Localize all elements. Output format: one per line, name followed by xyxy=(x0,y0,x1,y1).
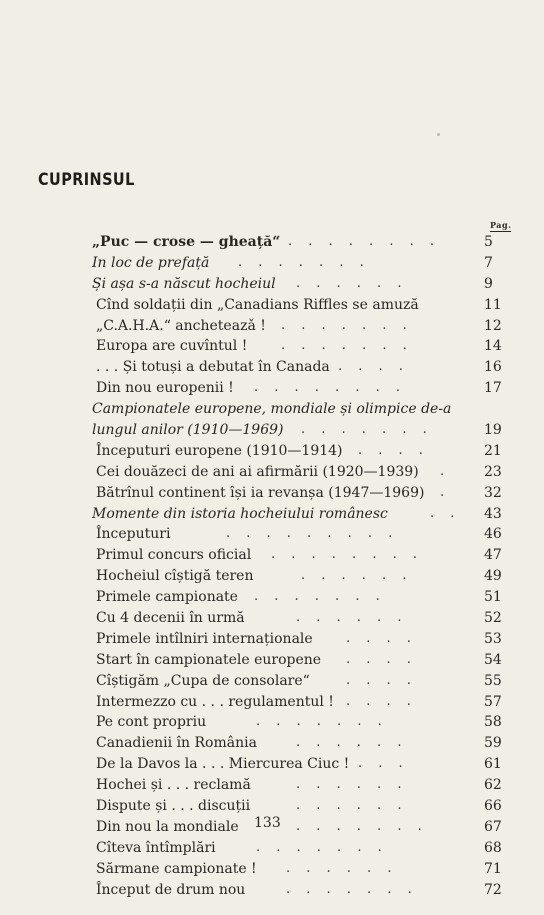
toc-leader-dots: . . . . xyxy=(346,630,417,646)
toc-leader-dots: . . . . . . . xyxy=(256,839,388,855)
toc-entry-title: „C.A.H.A.“ ancheteazǎ ! xyxy=(96,317,266,334)
toc-entry xyxy=(96,608,506,629)
toc-page-number: 62 xyxy=(484,777,502,794)
toc-leader-dots: . xyxy=(440,463,451,479)
toc-entry-title: De la Davos la . . . Miercurea Ciuc ! xyxy=(96,756,350,773)
toc-page-number: 57 xyxy=(484,693,502,710)
toc-entry xyxy=(96,336,506,357)
toc-leader-dots: . . . . xyxy=(346,651,417,667)
toc-page-number: 55 xyxy=(484,672,502,689)
toc-entry xyxy=(92,420,506,441)
toc-page-number: 58 xyxy=(484,714,502,731)
toc-leader-dots: . . . . . . . xyxy=(296,818,428,834)
toc-entry xyxy=(96,462,506,483)
toc-page-number: 59 xyxy=(484,735,502,752)
toc-entry-title: lungul anilor (1910—1969) xyxy=(92,422,284,439)
toc-entry xyxy=(96,880,506,901)
toc-page-number: 67 xyxy=(484,818,502,835)
toc-entry xyxy=(92,399,506,420)
toc-page-number: 9 xyxy=(484,275,493,292)
toc-entry-title: Și așa s-a născut hocheiul xyxy=(92,275,276,292)
toc-entry xyxy=(96,692,506,713)
toc-entry-title: Din nou la mondiale xyxy=(96,818,239,835)
page-title: CUPRINSUL xyxy=(38,170,135,190)
toc-page-number: 61 xyxy=(484,756,502,773)
toc-page-number: 51 xyxy=(484,589,502,606)
toc-entry xyxy=(96,587,506,608)
toc-page-number: 53 xyxy=(484,630,502,647)
toc-entry xyxy=(96,629,506,650)
toc-page-number: 43 xyxy=(484,505,502,522)
toc-entry-title: Start în campionatele europene xyxy=(96,651,322,668)
toc-page-number: 5 xyxy=(484,234,493,250)
toc-entry xyxy=(96,566,506,587)
toc-entry xyxy=(96,524,506,545)
page-column-label: Pag. xyxy=(490,220,512,230)
toc-entry xyxy=(96,817,506,838)
toc-page-number: 46 xyxy=(484,526,502,543)
toc-entry-title: Campionatele europene, mondiale și olimpice de-a xyxy=(92,401,452,418)
toc-page-number: 23 xyxy=(484,463,502,480)
toc-page-number: 32 xyxy=(484,484,502,501)
toc-leader-dots: . . . . xyxy=(346,672,417,688)
toc-entry xyxy=(96,295,506,316)
toc-leader-dots: . . . . . . . . xyxy=(288,234,440,249)
toc-leader-dots: . . . . . . xyxy=(301,568,413,584)
toc-entry xyxy=(92,274,506,295)
toc-page-number: 72 xyxy=(484,881,502,898)
toc-entry-title: Canadienii în România xyxy=(96,735,257,752)
toc-entry-title: Sărmane campionate ! xyxy=(96,860,257,877)
toc-entry xyxy=(96,671,506,692)
toc-entry-title: Primul concurs oficial xyxy=(96,547,252,564)
toc-leader-dots: . . . . xyxy=(338,359,409,375)
toc-entry-title: Bătrînul continent își ia revanșa (1947—1969) xyxy=(96,484,425,501)
toc-entry xyxy=(96,545,506,566)
toc-leader-dots: . . . . . . xyxy=(296,777,408,793)
toc-page-number: 54 xyxy=(484,651,502,668)
toc-page-number: 11 xyxy=(484,296,502,313)
toc-entry-title: Cîștigăm „Cupa de consolare“ xyxy=(96,672,310,689)
toc-entry-title: „Puc — crose — gheață“ xyxy=(92,234,281,250)
toc-entry-title: Cînd soldații din „Canadians Riffles se amuză xyxy=(96,296,419,313)
toc-entry-title: Cîteva întîmplări xyxy=(96,839,216,856)
toc-entry-title: Pe cont propriu xyxy=(96,714,207,731)
toc-entry-title: In loc de prefață xyxy=(92,254,210,271)
toc-page-number: 68 xyxy=(484,839,502,856)
toc-page-number: 12 xyxy=(484,317,502,334)
toc-page-number: 7 xyxy=(484,254,493,271)
toc-entry-title: Început de drum nou xyxy=(96,881,246,898)
toc-entry-title: Intermezzo cu . . . regulamentul ! xyxy=(96,693,334,710)
toc-leader-dots: . . . . . . . xyxy=(254,589,386,605)
toc-page-number: 19 xyxy=(484,422,502,439)
toc-page-number: 66 xyxy=(484,798,502,815)
toc-entry xyxy=(96,733,506,754)
toc-page-number: 71 xyxy=(484,860,502,877)
toc-entry xyxy=(96,754,506,775)
toc-leader-dots: . . . . . . . xyxy=(238,254,370,270)
toc-entry-title: Europa are cuvîntul ! xyxy=(96,338,248,355)
toc-leader-dots: . . . xyxy=(358,756,409,772)
toc-leader-dots: . . . . . . . xyxy=(281,338,413,354)
toc-entry xyxy=(96,838,506,859)
toc-entry xyxy=(96,316,506,337)
toc-entry-title: Hocheiul cîștigă teren xyxy=(96,568,254,585)
toc-leader-dots: . . . . . . . . xyxy=(254,380,406,396)
toc-entry xyxy=(96,712,506,733)
toc-entry-title: Momente din istoria hocheiului românesc xyxy=(92,505,388,522)
toc-entry-title: Începuturi xyxy=(96,526,171,543)
toc-leader-dots: . . . . . . xyxy=(286,860,398,876)
toc-leader-dots: . xyxy=(440,484,451,500)
toc-entry xyxy=(96,650,506,671)
toc-entry-title: . . . Și totuși a debutat în Canada xyxy=(96,359,330,376)
paper-speck xyxy=(437,133,440,136)
toc-leader-dots: . . . . xyxy=(346,693,417,709)
toc-page-number: 21 xyxy=(484,442,502,459)
toc-leader-dots: . . . . . . xyxy=(296,275,408,291)
page-number: 133 xyxy=(254,815,281,831)
toc-leader-dots: . . . . . . . . xyxy=(271,547,423,563)
toc-page-number: 14 xyxy=(484,338,502,355)
toc-leader-dots: . . . . . . xyxy=(296,610,408,626)
toc-entry xyxy=(92,253,506,274)
toc-entry xyxy=(96,378,506,399)
toc-leader-dots: . . . . . . xyxy=(296,798,408,814)
toc-entry-title: Primele intîlniri internaționale xyxy=(96,630,313,647)
toc-entry xyxy=(92,232,506,253)
toc-entry xyxy=(96,796,506,817)
toc-page-number: 16 xyxy=(484,359,502,376)
toc-entry xyxy=(96,357,506,378)
toc-entry-title: Începuturi europene (1910—1914) xyxy=(96,442,343,459)
toc-entry-title: Dispute și . . . discuții xyxy=(96,798,251,815)
toc-leader-dots: . . xyxy=(430,505,461,521)
toc-leader-dots: . . . . . . . . . xyxy=(226,526,399,542)
toc-leader-dots: . . . . . . . xyxy=(286,881,418,897)
toc-entry xyxy=(92,504,506,525)
table-of-contents xyxy=(92,232,506,901)
toc-entry xyxy=(96,775,506,796)
toc-entry xyxy=(96,441,506,462)
toc-page-number: 47 xyxy=(484,547,502,564)
toc-entry xyxy=(96,483,506,504)
toc-leader-dots: . . . . . . . xyxy=(301,422,433,438)
toc-leader-dots: . . . . . . . xyxy=(256,714,388,730)
toc-page-number: 17 xyxy=(484,380,502,397)
toc-page-number: 49 xyxy=(484,568,502,585)
toc-entry-title: Primele campionate xyxy=(96,589,238,606)
toc-entry xyxy=(96,859,506,880)
toc-entry-title: Cei douăzeci de ani ai afirmării (1920—1939) xyxy=(96,463,419,480)
toc-leader-dots: . . . . xyxy=(358,442,429,458)
toc-page-number: 52 xyxy=(484,610,502,627)
toc-entry-title: Din nou europenii ! xyxy=(96,380,234,397)
toc-leader-dots: . . . . . . . xyxy=(281,317,413,333)
toc-entry-title: Hochei și . . . reclamă xyxy=(96,777,251,794)
toc-entry-title: Cu 4 decenii în urmă xyxy=(96,610,245,627)
toc-leader-dots: . . . . . . xyxy=(296,735,408,751)
